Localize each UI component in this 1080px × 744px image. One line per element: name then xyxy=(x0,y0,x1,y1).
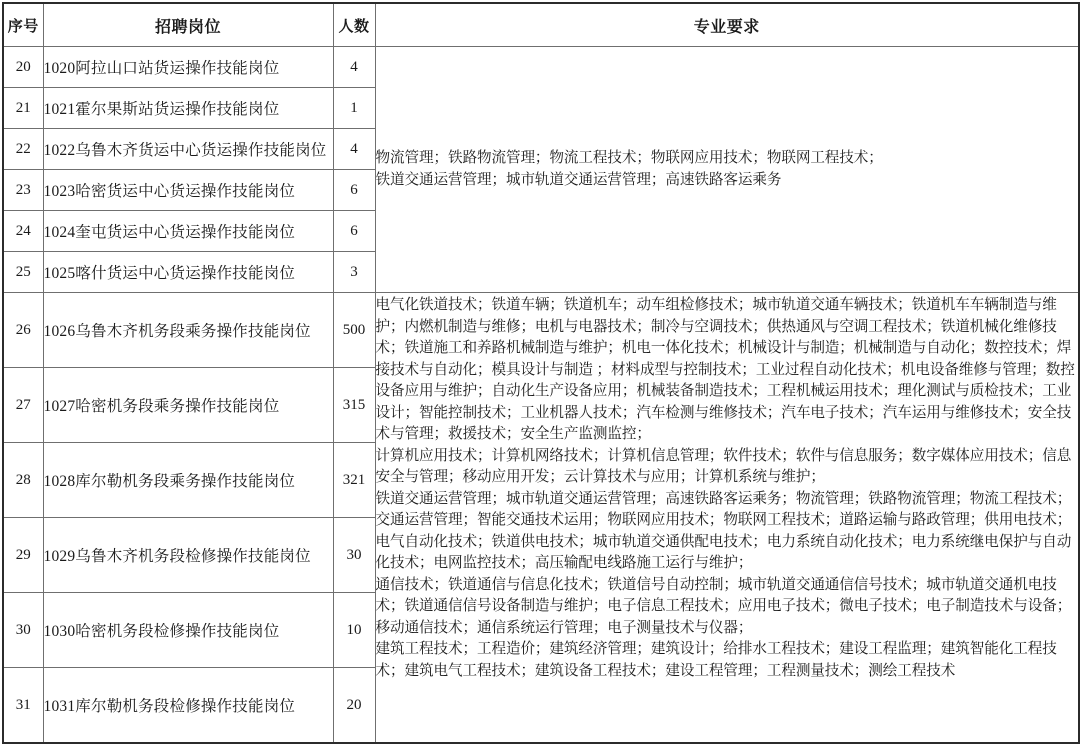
cell-count: 20 xyxy=(333,668,375,744)
table-header-row xyxy=(3,3,1079,47)
cell-count: 315 xyxy=(333,368,375,443)
major-paragraph-1: 电气化铁道技术；铁道车辆；铁道机车；动车组检修技术；城市轨道交通车辆技术；铁道机车车辆制造与维护；内燃机制造与维修；电机与电器技术；制冷与空调技术；供热通风与空调工程技术；铁道机械化维修技术；铁道施工和养路机械制造与维护；机电一体化技术；机械设计与制造；机械制造与自动化；数控技术；焊接技术与自动化；模具设计与制造 ；材料成型与控制技术；工业过程自动化技术；机电设备维修与管理；数控设备应用与维护；自动化生产设备应用；机械装备制造技术；工程机械运用技术；理化测试与质检技术；工业设计；智能控制技术；工业机器人技术；汽车检测与维修技术；汽车电子技术；汽车运用与维修技术；安全技术与管理；救援技术；安全生产监测监控； xyxy=(375,297,1075,442)
cell-position: 1020阿拉山口站货运操作技能岗位 xyxy=(43,47,333,88)
column-header-sequence: 序号 xyxy=(3,3,43,47)
cell-major-requirement-group-2 xyxy=(375,293,1079,744)
major-paragraph-4: 通信技术；铁道通信与信息化技术；铁道信号自动控制；城市轨道交通通信信号技术；城市轨道交通机电技术；铁道通信信号设备制造与维护；电子信息工程技术；应用电子技术；微电子技术；电子制造技术与设备；移动通信技术；通信系统运行管理；电子测量技术与仪器； xyxy=(375,576,1072,636)
cell-sequence: 30 xyxy=(3,593,43,668)
cell-count: 4 xyxy=(333,47,375,88)
cell-position: 1023哈密货运中心货运操作技能岗位 xyxy=(43,170,333,211)
table-row xyxy=(3,47,1079,88)
cell-sequence: 21 xyxy=(3,88,43,129)
cell-position: 1030哈密机务段检修操作技能岗位 xyxy=(43,593,333,668)
cell-count: 500 xyxy=(333,293,375,368)
cell-sequence: 29 xyxy=(3,518,43,593)
column-header-count: 人数 xyxy=(333,3,375,47)
table-header xyxy=(3,3,1079,47)
cell-position: 1029乌鲁木齐机务段检修操作技能岗位 xyxy=(43,518,333,593)
cell-position: 1028库尔勒机务段乘务操作技能岗位 xyxy=(43,443,333,518)
cell-sequence: 26 xyxy=(3,293,43,368)
cell-position: 1027哈密机务段乘务操作技能岗位 xyxy=(43,368,333,443)
table-body xyxy=(3,47,1079,744)
cell-count: 6 xyxy=(333,170,375,211)
column-header-major-requirement: 专业要求 xyxy=(375,3,1079,47)
major-paragraph-5: 建筑工程技术；工程造价；建筑经济管理；建筑设计；给排水工程技术；建设工程监理；建筑智能化工程技术；建筑电气工程技术；建筑设备工程技术；建设工程管理；工程测量技术；测绘工程技术 xyxy=(375,641,1057,679)
cell-position: 1031库尔勒机务段检修操作技能岗位 xyxy=(43,668,333,744)
recruitment-table xyxy=(2,2,1080,744)
cell-sequence: 27 xyxy=(3,368,43,443)
cell-count: 1 xyxy=(333,88,375,129)
cell-position: 1024奎屯货运中心货运操作技能岗位 xyxy=(43,211,333,252)
cell-sequence: 31 xyxy=(3,668,43,744)
cell-sequence: 20 xyxy=(3,47,43,88)
major-paragraph-2: 计算机应用技术；计算机网络技术；计算机信息管理；软件技术；软件与信息服务；数字媒体应用技术；信息安全与管理；移动应用开发；云计算技术与应用；计算机系统与维护； xyxy=(375,447,1072,485)
cell-count: 30 xyxy=(333,518,375,593)
cell-sequence: 22 xyxy=(3,129,43,170)
cell-position: 1021霍尔果斯站货运操作技能岗位 xyxy=(43,88,333,129)
cell-count: 321 xyxy=(333,443,375,518)
table-row xyxy=(3,293,1079,368)
major-paragraph-3: 铁道交通运营管理；城市轨道交通运营管理；高速铁路客运乘务；物流管理；铁路物流管理；物流工程技术；交通运营管理；智能交通技术运用；物联网应用技术；物联网工程技术；道路运输与路政管理；供用电技术；电气自动化技术；铁道供电技术；城市轨道交通供配电技术；电力系统自动化技术；电力系统继电保护与自动化技术；电网监控技术；高压输配电线路施工运行与维护； xyxy=(375,490,1072,571)
cell-sequence: 23 xyxy=(3,170,43,211)
column-header-position: 招聘岗位 xyxy=(43,3,333,47)
cell-sequence: 24 xyxy=(3,211,43,252)
major-line-2: 铁道交通运营管理；城市轨道交通运营管理；高速铁路客运乘务 xyxy=(375,171,782,188)
cell-position: 1025喀什货运中心货运操作技能岗位 xyxy=(43,252,333,293)
cell-count: 6 xyxy=(333,211,375,252)
cell-count: 3 xyxy=(333,252,375,293)
cell-count: 4 xyxy=(333,129,375,170)
cell-sequence: 25 xyxy=(3,252,43,293)
cell-count: 10 xyxy=(333,593,375,668)
cell-position: 1022乌鲁木齐货运中心货运操作技能岗位 xyxy=(43,129,333,170)
major-line-1: 物流管理；铁路物流管理；物流工程技术；物联网应用技术；物联网工程技术； xyxy=(375,150,883,166)
cell-sequence: 28 xyxy=(3,443,43,518)
cell-position: 1026乌鲁木齐机务段乘务操作技能岗位 xyxy=(43,293,333,368)
cell-major-requirement-group-1 xyxy=(375,47,1079,293)
